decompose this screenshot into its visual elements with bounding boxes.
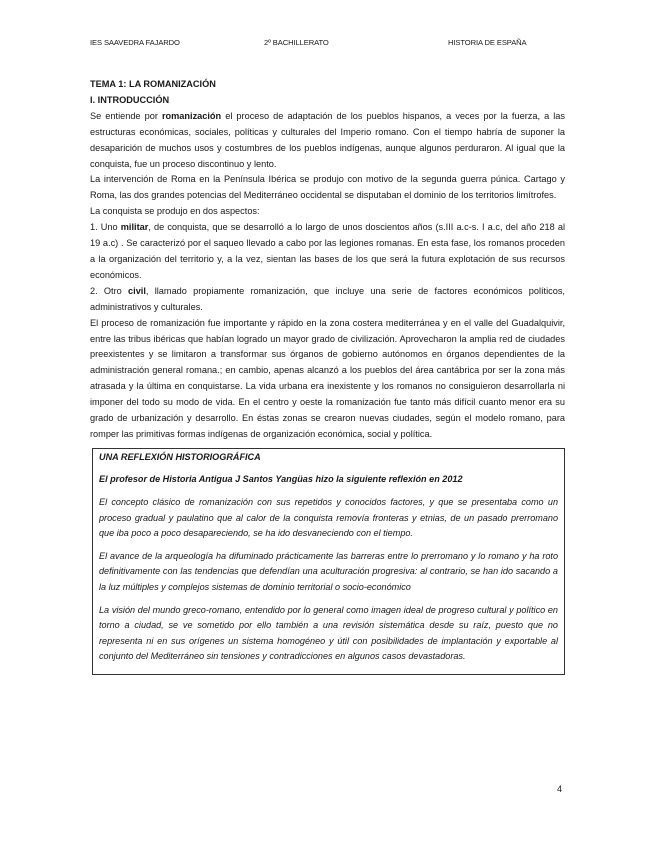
header-school: IES SAAVEDRA FAJARDO [90, 38, 180, 47]
p1-text-post: el proceso de adaptación de los pueblos hispanos, a veces por la fuerza, a las estructuras económicas, sociales, políticas y culturales del Imperio romano. Con el tiempo habría de suponer la desaparición de muchos usos y costumbres de los pueblos indígenas, aunque algunos perduraron. Al igual que la conquista, fue un proceso discontinuo y lento. [90, 110, 565, 169]
paragraph-intervencion: La intervención de Roma en la Península Ibérica se produjo con motivo de la segunda guerra púnica. Cartago y Roma, las dos grandes potencias del Mediterráneo occidental se disputaban el dominio de los territorios limítrofes. [90, 174, 565, 201]
box-paragraph: El avance de la arqueología ha difuminado prácticamente las barreras entre lo prerromano y lo romano y ha roto definitivamente con las tendencias que defendían una aculturación progresiva: al contrario, se han ido sacando a la luz múltiples y complejos sistemas de dominio territorial o socio-económico [99, 550, 558, 592]
header-course: 2º BACHILLERATO [264, 38, 329, 47]
p5-term: civil [128, 285, 146, 296]
p4-text-post: , de conquista, que se desarrolló a lo largo de unos doscientos años (s.III a.c-s. I a.c, del año 218 al 19 a.c) . Se caracterizó por el saqueo llevado a cabo por las legiones romanas. En esta fase, los romanos proceden a la organización del territorio y, a la vez, sientan las bases de los que será la futura explotación de sus recursos económicos. [90, 222, 566, 280]
document-body [90, 77, 565, 443]
box-subtitle: El profesor de Historia Antigua J Santos Yangüas hizo la siguiente reflexión en 2012 [99, 474, 463, 485]
p4-term: militar [120, 222, 149, 233]
paragraph-aspectos: La conquista se produjo en dos aspectos: [90, 206, 260, 217]
paragraph-aspecto-militar [90, 220, 565, 284]
box-paragraph: El concepto clásico de romanización con sus repetidos y conocidos factores, y que se presentaba como un proceso gradual y paulatino que al calor de la conquista removía fronteras y etnias, de un pasado prerromano que iba poco a poco desapareciendo, se ha ido desvaneciendo con el tiempo. [99, 497, 558, 539]
p4-text-pre: 1. Uno [90, 222, 121, 233]
section-title: I. INTRODUCCIÓN [90, 94, 170, 105]
paragraph-proceso: El proceso de romanización fue importante y rápido en la zona costera mediterránea y en el valle del Guadalquivir, entre las tribus ibéricas que habían logrado un mayor grado de civilización. Aprovecharon la amplia red de ciudades preexistentes y se limitaron a transformar sus órganos de gobierno autónomos en órganos dependientes de la administración general romana.; en cambio, apenas alcanzó a los pueblos del área cantábrica por ser la zona más atrasada y la última en conquistarse. La vida urbana era inexistente y los romanos no consiguieron desarrollarla ni imponer del todo su modo de vida. En el centro y oeste la romanización fue tanto más difícil cuanto menor era su grado de urbanización y desarrollo. En éstas zonas se crearon nuevas ciudades, según el modelo romano, para romper las primitivas formas indígenas de organización económica, social y política. [90, 317, 565, 439]
page-header [90, 38, 565, 47]
p1-text-pre: Se entiende por [90, 110, 162, 121]
box-paragraph: La visión del mundo greco-romano, entendido por lo general como imagen ideal de progreso cultural y político en torno a ciudad, se ve sometido por ello también a una revisión sistemática desde su raíz, puesto que no representa ni en sus orígenes un sistema homogéneo y útil con posibilidades de implantación y exportable al conjunto del Mediterráneo sin tensiones y contradicciones en algunos casos devastadoras. [99, 604, 558, 662]
topic-title: TEMA 1: LA ROMANIZACIÓN [90, 79, 216, 89]
header-subject: HISTORIA DE ESPAÑA [448, 38, 527, 47]
historiography-box [92, 448, 565, 675]
p5-text-pre: 2. Otro [90, 285, 129, 296]
document-page [90, 38, 565, 675]
box-title: UNA REFLEXIÓN HISTORIOGRÁFICA [99, 451, 261, 462]
p5-text-post: , llamado propiamente romanización, que incluye una serie de factores económicos políticos, administrativos y culturales. [90, 285, 565, 312]
paragraph-romanizacion [90, 109, 565, 173]
paragraph-aspecto-civil [90, 284, 565, 316]
p1-term: romanización [161, 110, 222, 121]
page-number: 4 [557, 784, 563, 794]
